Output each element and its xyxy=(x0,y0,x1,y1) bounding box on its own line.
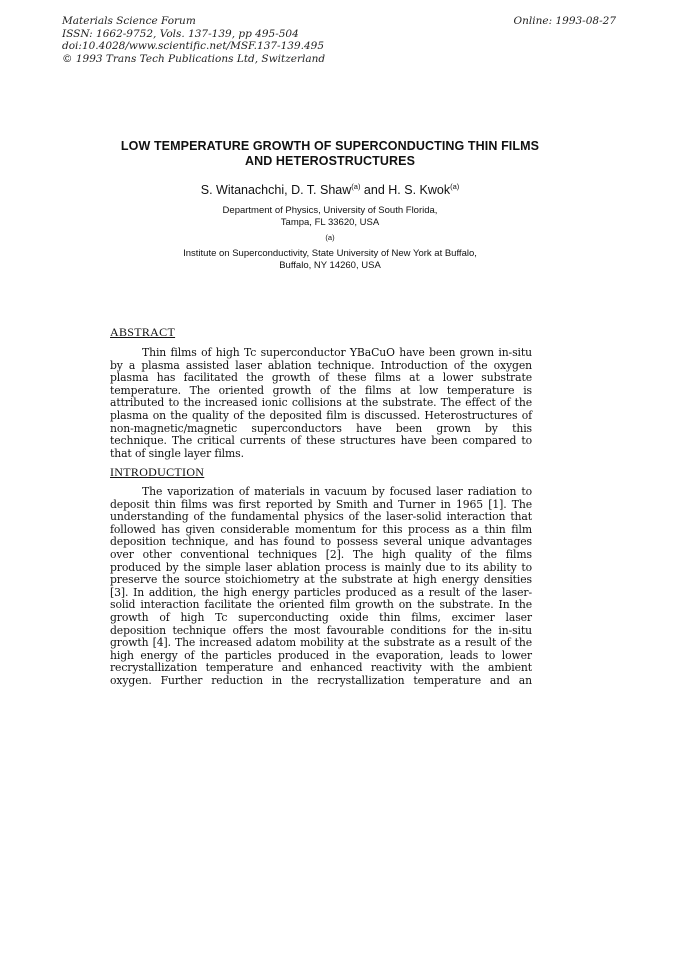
affiliation-text: Institute on Superconductivity, State University of New York at Buffalo, xyxy=(183,248,477,260)
text-line: produced by the simple laser ablation process is mainly due to its ability to xyxy=(110,560,532,574)
abstract-heading: ABSTRACT xyxy=(110,325,176,339)
text-line: over other conventional techniques [2]. The high quality of the films xyxy=(110,547,532,561)
text-line: attributed to the increased ionic collisions at the substrate. The effect of the xyxy=(110,396,532,410)
text-line: [3]. In addition, the high energy particles produced as a result of the laser- xyxy=(110,585,532,599)
text-line: growth of high Tc superconducting oxide thin films, excimer laser xyxy=(110,610,532,624)
text-line: technique. The critical currents of these structures have been compared to xyxy=(110,434,532,448)
text-line: plasma on the quality of the deposited film is discussed. Heterostructures of xyxy=(110,408,532,422)
text-line: deposit thin films was first reported by Smith and Turner in 1965 [1]. The xyxy=(110,497,532,511)
text-line: understanding of the fundamental physics of the laser-solid interaction that xyxy=(110,510,532,524)
text-line: plasma has facilitated the growth of these films at a lower substrate xyxy=(110,371,532,385)
text-line: deposition technique offers the most favourable conditions for the in-situ xyxy=(110,623,532,637)
affiliation-line xyxy=(100,232,560,260)
affiliation-line: Buffalo, NY 14260, USA xyxy=(279,260,381,272)
citation-header xyxy=(62,15,325,65)
affiliation-secondary xyxy=(100,232,560,272)
text-line: The vaporization of materials in vacuum by focused laser radiation to xyxy=(142,485,532,498)
author-names-2: and H. S. Kwok xyxy=(360,183,451,198)
text-line: by a plasma assisted laser ablation technique. Introduction of the oxygen xyxy=(110,358,532,372)
text-line: high energy of the particles produced in the evaporation, leads to lower xyxy=(110,648,532,662)
copyright-line: © 1993 Trans Tech Publications Ltd, Switzerland xyxy=(62,52,326,65)
text-line: solid interaction facilitate the oriented film growth on the substrate. In the xyxy=(110,598,532,612)
affiliation-line: Tampa, FL 33620, USA xyxy=(280,217,380,228)
doi-line: doi:10.4028/www.scientific.net/MSF.137-139.495 xyxy=(62,40,325,52)
text-line: oxygen. Further reduction in the recrystallization temperature and an xyxy=(110,673,532,687)
affiliation-primary xyxy=(100,205,560,229)
paper-title xyxy=(110,139,550,169)
introduction-heading: INTRODUCTION xyxy=(110,465,205,479)
introduction-paragraph xyxy=(110,486,532,688)
text-line: preserve the source stoichiometry at the substrate at high energy densities xyxy=(110,573,532,587)
online-date: Online: 1993-08-27 xyxy=(513,15,616,27)
text-line: followed has given considerable momentum for this process as a thin film xyxy=(110,522,532,536)
text-line: non-magnetic/magnetic superconductors have been grown by this xyxy=(110,421,532,435)
author-list xyxy=(100,182,560,197)
journal-name: Materials Science Forum xyxy=(62,15,196,27)
issn-line: ISSN: 1662-9752, Vols. 137-139, pp 495-504 xyxy=(62,27,299,40)
title-line-1: LOW TEMPERATURE GROWTH OF SUPERCONDUCTING THIN FILMS xyxy=(120,139,540,153)
abstract-paragraph xyxy=(110,347,532,460)
text-line: that of single layer films. xyxy=(110,446,244,460)
author-sup-2: (a) xyxy=(450,182,460,191)
text-line: deposition technique, and has found to possess several unique advantages xyxy=(110,535,532,549)
text-line: Thin films of high Tc superconductor YBaCuO have been grown in-situ xyxy=(142,346,532,359)
text-line: temperature. The oriented growth of the films at low temperature is xyxy=(110,383,532,397)
text-line: growth [4]. The increased adatom mobility at the substrate as a result of the xyxy=(110,636,532,650)
text-line: recrystallization temperature and enhanced reactivity with the ambient xyxy=(110,661,532,675)
author-sup-1: (a) xyxy=(351,182,361,191)
affiliation-line: Department of Physics, University of South Florida, xyxy=(222,205,438,216)
author-names-1: S. Witanachchi, D. T. Shaw xyxy=(200,183,352,198)
affiliation-sup: (a) xyxy=(325,233,335,242)
title-line-2: AND HETEROSTRUCTURES xyxy=(244,154,416,168)
